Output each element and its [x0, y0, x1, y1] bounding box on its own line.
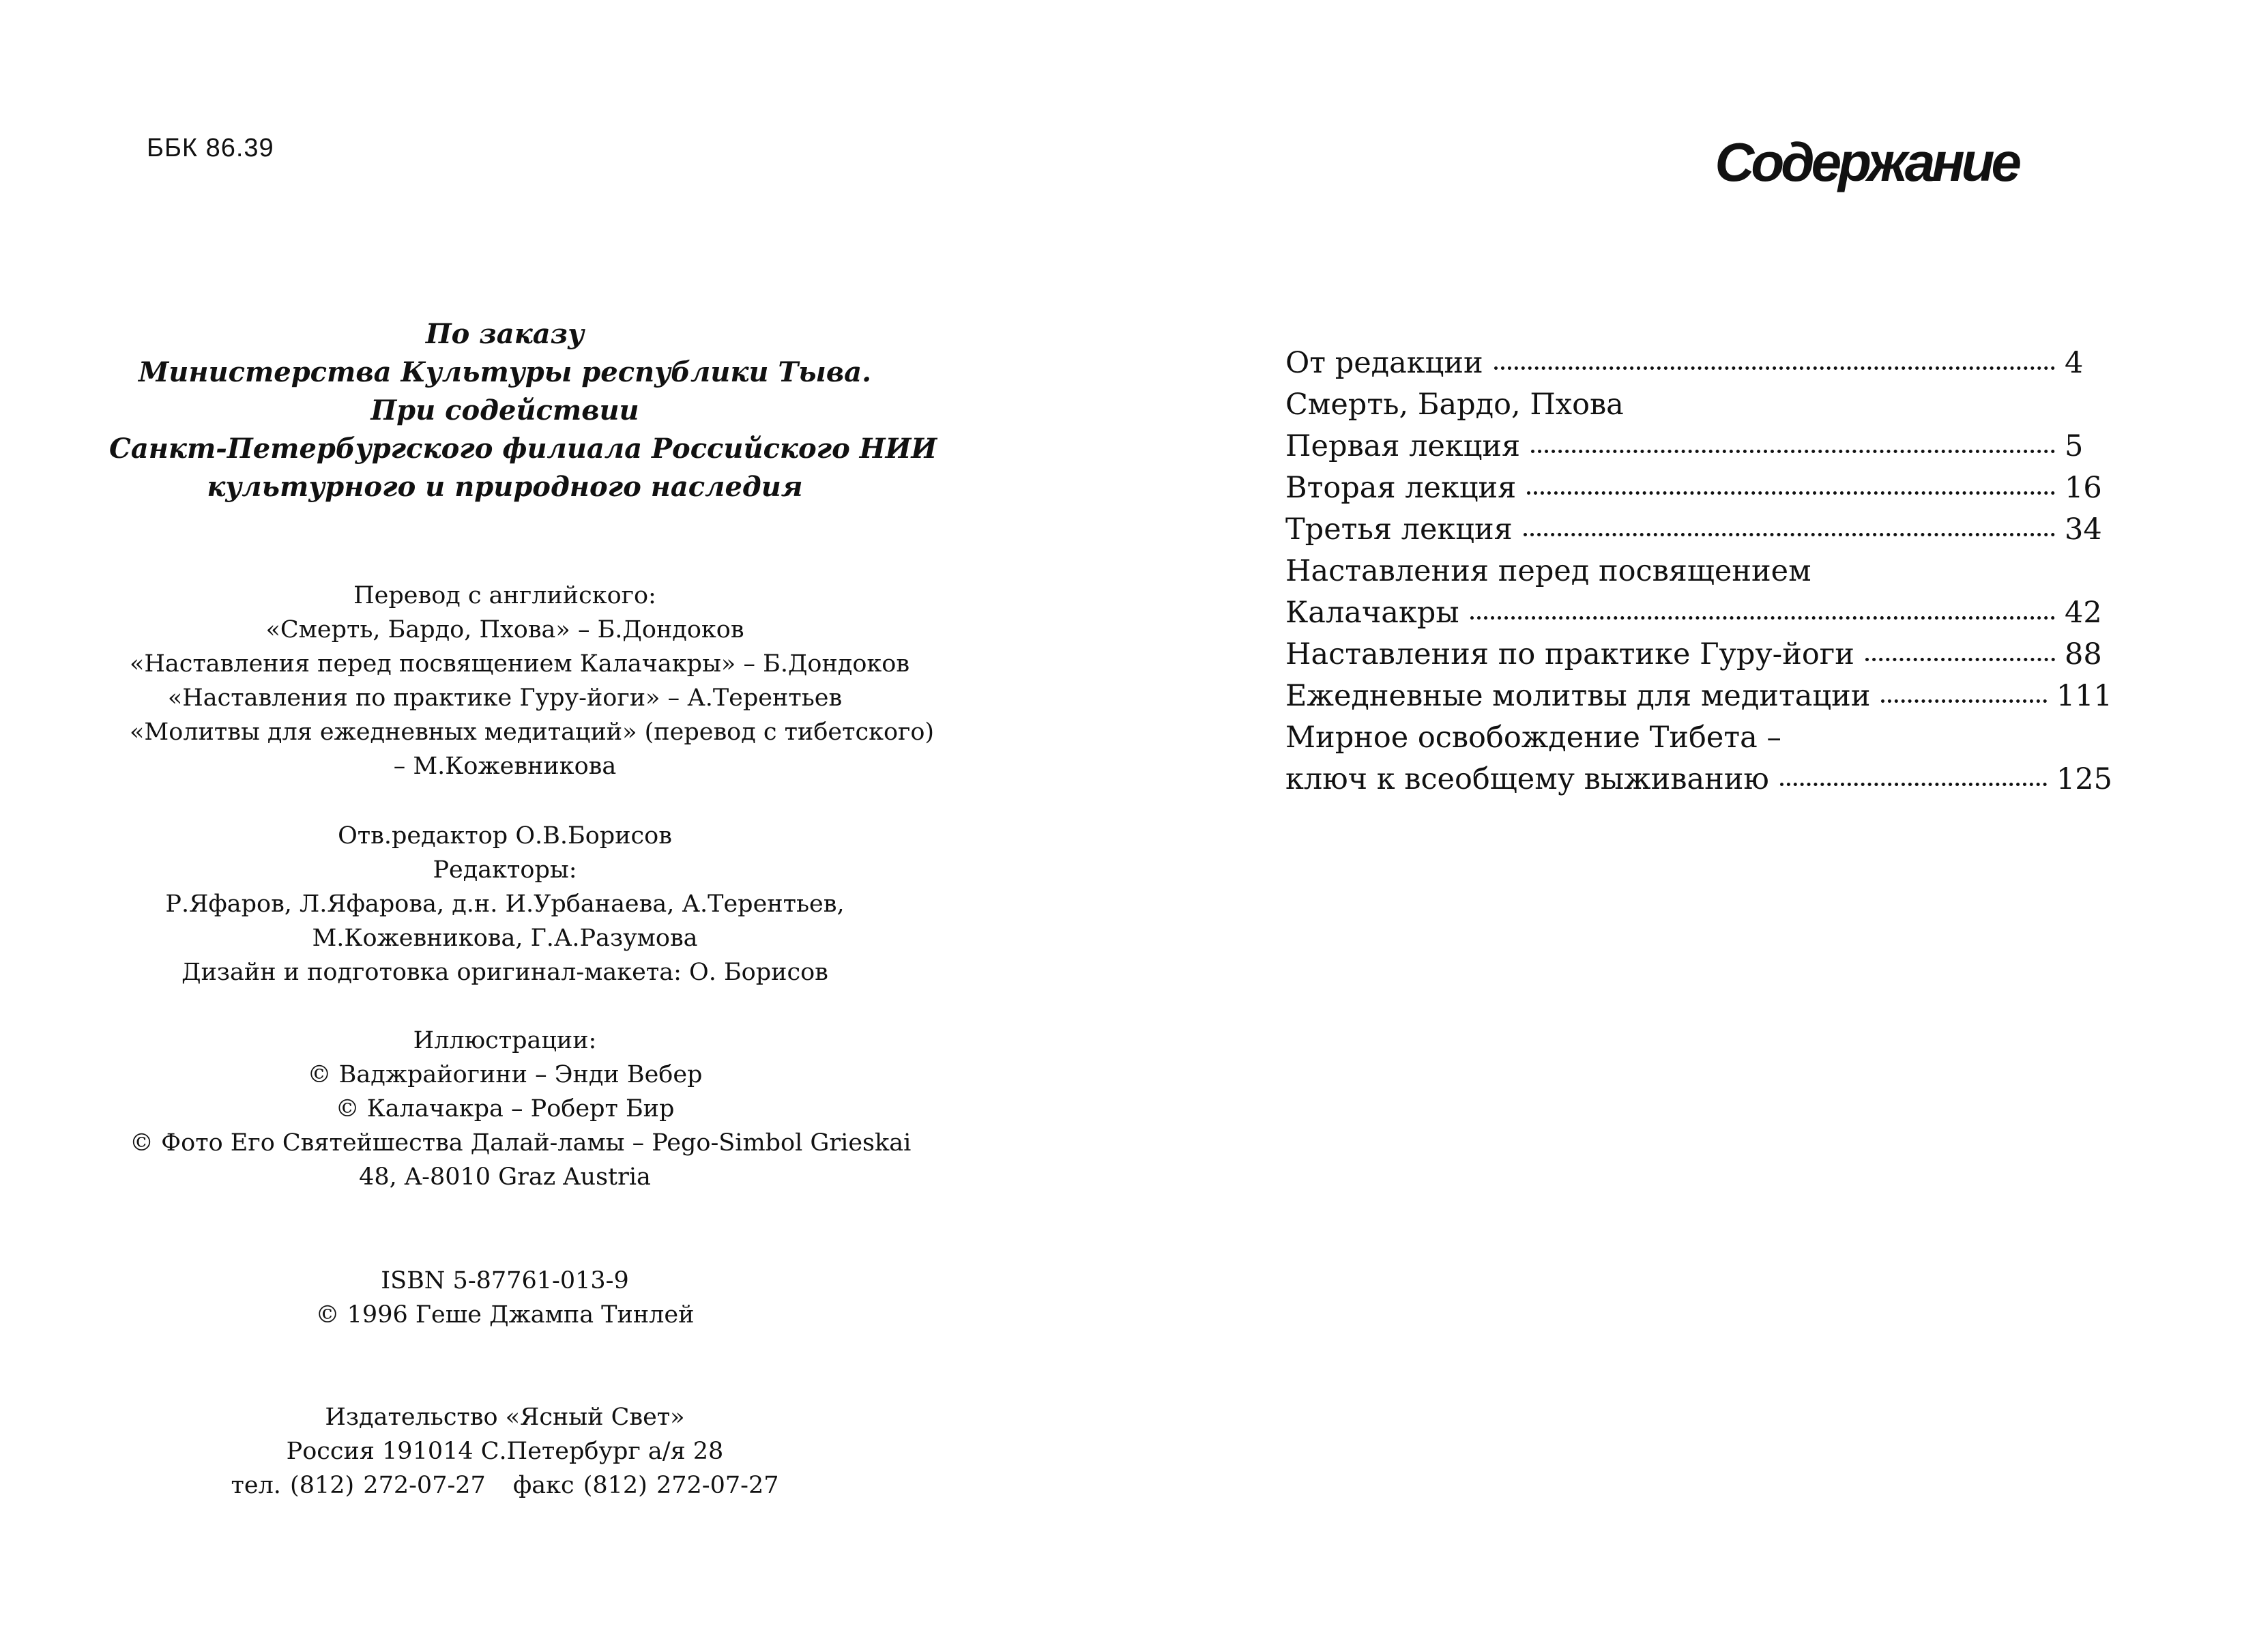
toc-dot-leader	[1865, 658, 2055, 661]
commission-line: Санкт-Петербургского филиала Российского НИИ	[109, 433, 937, 465]
toc-page-number: 111	[2056, 679, 2112, 713]
credit-line: © Ваджрайогини – Энди Вебер	[307, 1061, 703, 1088]
credit-line: 48, A-8010 Graz Austria	[359, 1163, 651, 1191]
publisher-contacts	[130, 1468, 880, 1503]
commission-line: По заказу	[425, 318, 585, 350]
fax-number: факс (812) 272-07-27	[512, 1472, 779, 1499]
toc-page-number: 125	[2056, 762, 2112, 796]
credit-line: М.Кожевникова, Г.А.Разумова	[312, 925, 698, 952]
toc-entry	[1285, 426, 2112, 467]
toc-dot-leader	[1881, 699, 2047, 703]
toc-dot-leader	[1531, 450, 2055, 453]
toc-dot-leader	[1494, 366, 2055, 370]
editor-credits	[130, 819, 880, 989]
contents-title: Содержание	[1715, 132, 2018, 192]
commission-line: При содействии	[370, 394, 639, 426]
toc-entry	[1285, 509, 2112, 551]
toc-page-number: 42	[2065, 596, 2102, 630]
credit-line: Р.Яфаров, Л.Яфарова, д.н. И.Урбанаева, А.Терентьев,	[165, 890, 845, 918]
toc-entry-title: Наставления по практике Гуру-йоги	[1285, 637, 1854, 671]
toc-page-number: 34	[2065, 512, 2102, 547]
toc-entry-title: Ежедневные молитвы для медитации	[1285, 679, 1871, 713]
toc-entry	[1285, 384, 2112, 426]
credit-line: Иллюстрации:	[413, 1027, 597, 1054]
phone-number: тел. (812) 272-07-27	[231, 1472, 486, 1499]
bbk-code: ББК 86.39	[147, 134, 274, 162]
translation-credits	[130, 579, 935, 783]
toc-page-number: 5	[2065, 429, 2084, 463]
toc-entry	[1285, 717, 2112, 759]
toc-entry	[1285, 759, 2112, 800]
toc-entry-title: От редакции	[1285, 346, 1483, 380]
commission-line: Министерства Культуры республики Тыва.	[138, 356, 871, 388]
publisher-block	[130, 1400, 880, 1503]
credit-line: «Молитвы для ежедневных медитаций» (перевод с тибетского)	[130, 719, 935, 746]
commission-line: культурного и природного наследия	[207, 471, 803, 503]
toc-entry-title: Калачакры	[1285, 596, 1459, 630]
credit-line: – М.Кожевникова	[393, 753, 617, 780]
credit-line: «Смерть, Бардо, Пхова» – Б.Дондоков	[265, 616, 744, 643]
toc-entry	[1285, 551, 2112, 592]
publisher-address: Россия 191014 С.Петербург а/я 28	[286, 1438, 724, 1465]
credit-line: © Калачакра – Роберт Бир	[335, 1095, 675, 1122]
toc-entry-title: Первая лекция	[1285, 429, 1521, 463]
toc-entry	[1285, 467, 2112, 509]
credit-line: Дизайн и подготовка оригинал-макета: О. Борисов	[181, 959, 828, 986]
credit-line: «Наставления по практике Гуру-йоги» – А.Терентьев	[167, 684, 843, 712]
publisher-name: Издательство «Ясный Свет»	[325, 1404, 685, 1431]
toc-dot-leader	[1524, 533, 2055, 536]
toc-entry	[1285, 592, 2112, 634]
isbn-number: ISBN 5-87761-013-9	[381, 1267, 629, 1294]
toc-dot-leader	[1527, 491, 2055, 495]
left-page	[0, 0, 1128, 1652]
toc-dot-leader	[1780, 783, 2047, 786]
illustration-credits	[130, 1024, 912, 1194]
toc-page-number: 88	[2065, 637, 2102, 671]
commission-block	[109, 315, 937, 506]
toc-entry	[1285, 343, 2112, 384]
toc-entry-title: Мирное освобождение Тибета –	[1285, 721, 1781, 755]
table-of-contents	[1285, 343, 2112, 800]
toc-page-number: 16	[2065, 471, 2102, 505]
isbn-block	[130, 1264, 880, 1332]
credit-line: Отв.редактор О.В.Борисов	[338, 822, 672, 850]
toc-page-number: 4	[2065, 346, 2084, 380]
credit-line: Перевод с английского:	[353, 582, 656, 609]
toc-entry	[1285, 676, 2112, 717]
toc-entry-title: Смерть, Бардо, Пхова	[1285, 388, 1624, 422]
credit-line: «Наставления перед посвящением Калачакры» – Б.Дондоков	[130, 650, 910, 678]
credit-line: © Фото Его Святейшества Далай-ламы – Pego-Simbol Grieskai	[130, 1129, 912, 1157]
right-page	[1128, 0, 2257, 1652]
toc-entry-title: Вторая лекция	[1285, 471, 1517, 505]
toc-entry-title: Наставления перед посвящением	[1285, 554, 1811, 588]
toc-entry-title: ключ к всеобщему выживанию	[1285, 762, 1769, 796]
toc-dot-leader	[1470, 616, 2055, 620]
toc-entry-title: Третья лекция	[1285, 512, 1513, 547]
copyright-line: © 1996 Геше Джампа Тинлей	[315, 1301, 695, 1329]
toc-entry	[1285, 634, 2112, 676]
credit-line: Редакторы:	[433, 856, 577, 884]
